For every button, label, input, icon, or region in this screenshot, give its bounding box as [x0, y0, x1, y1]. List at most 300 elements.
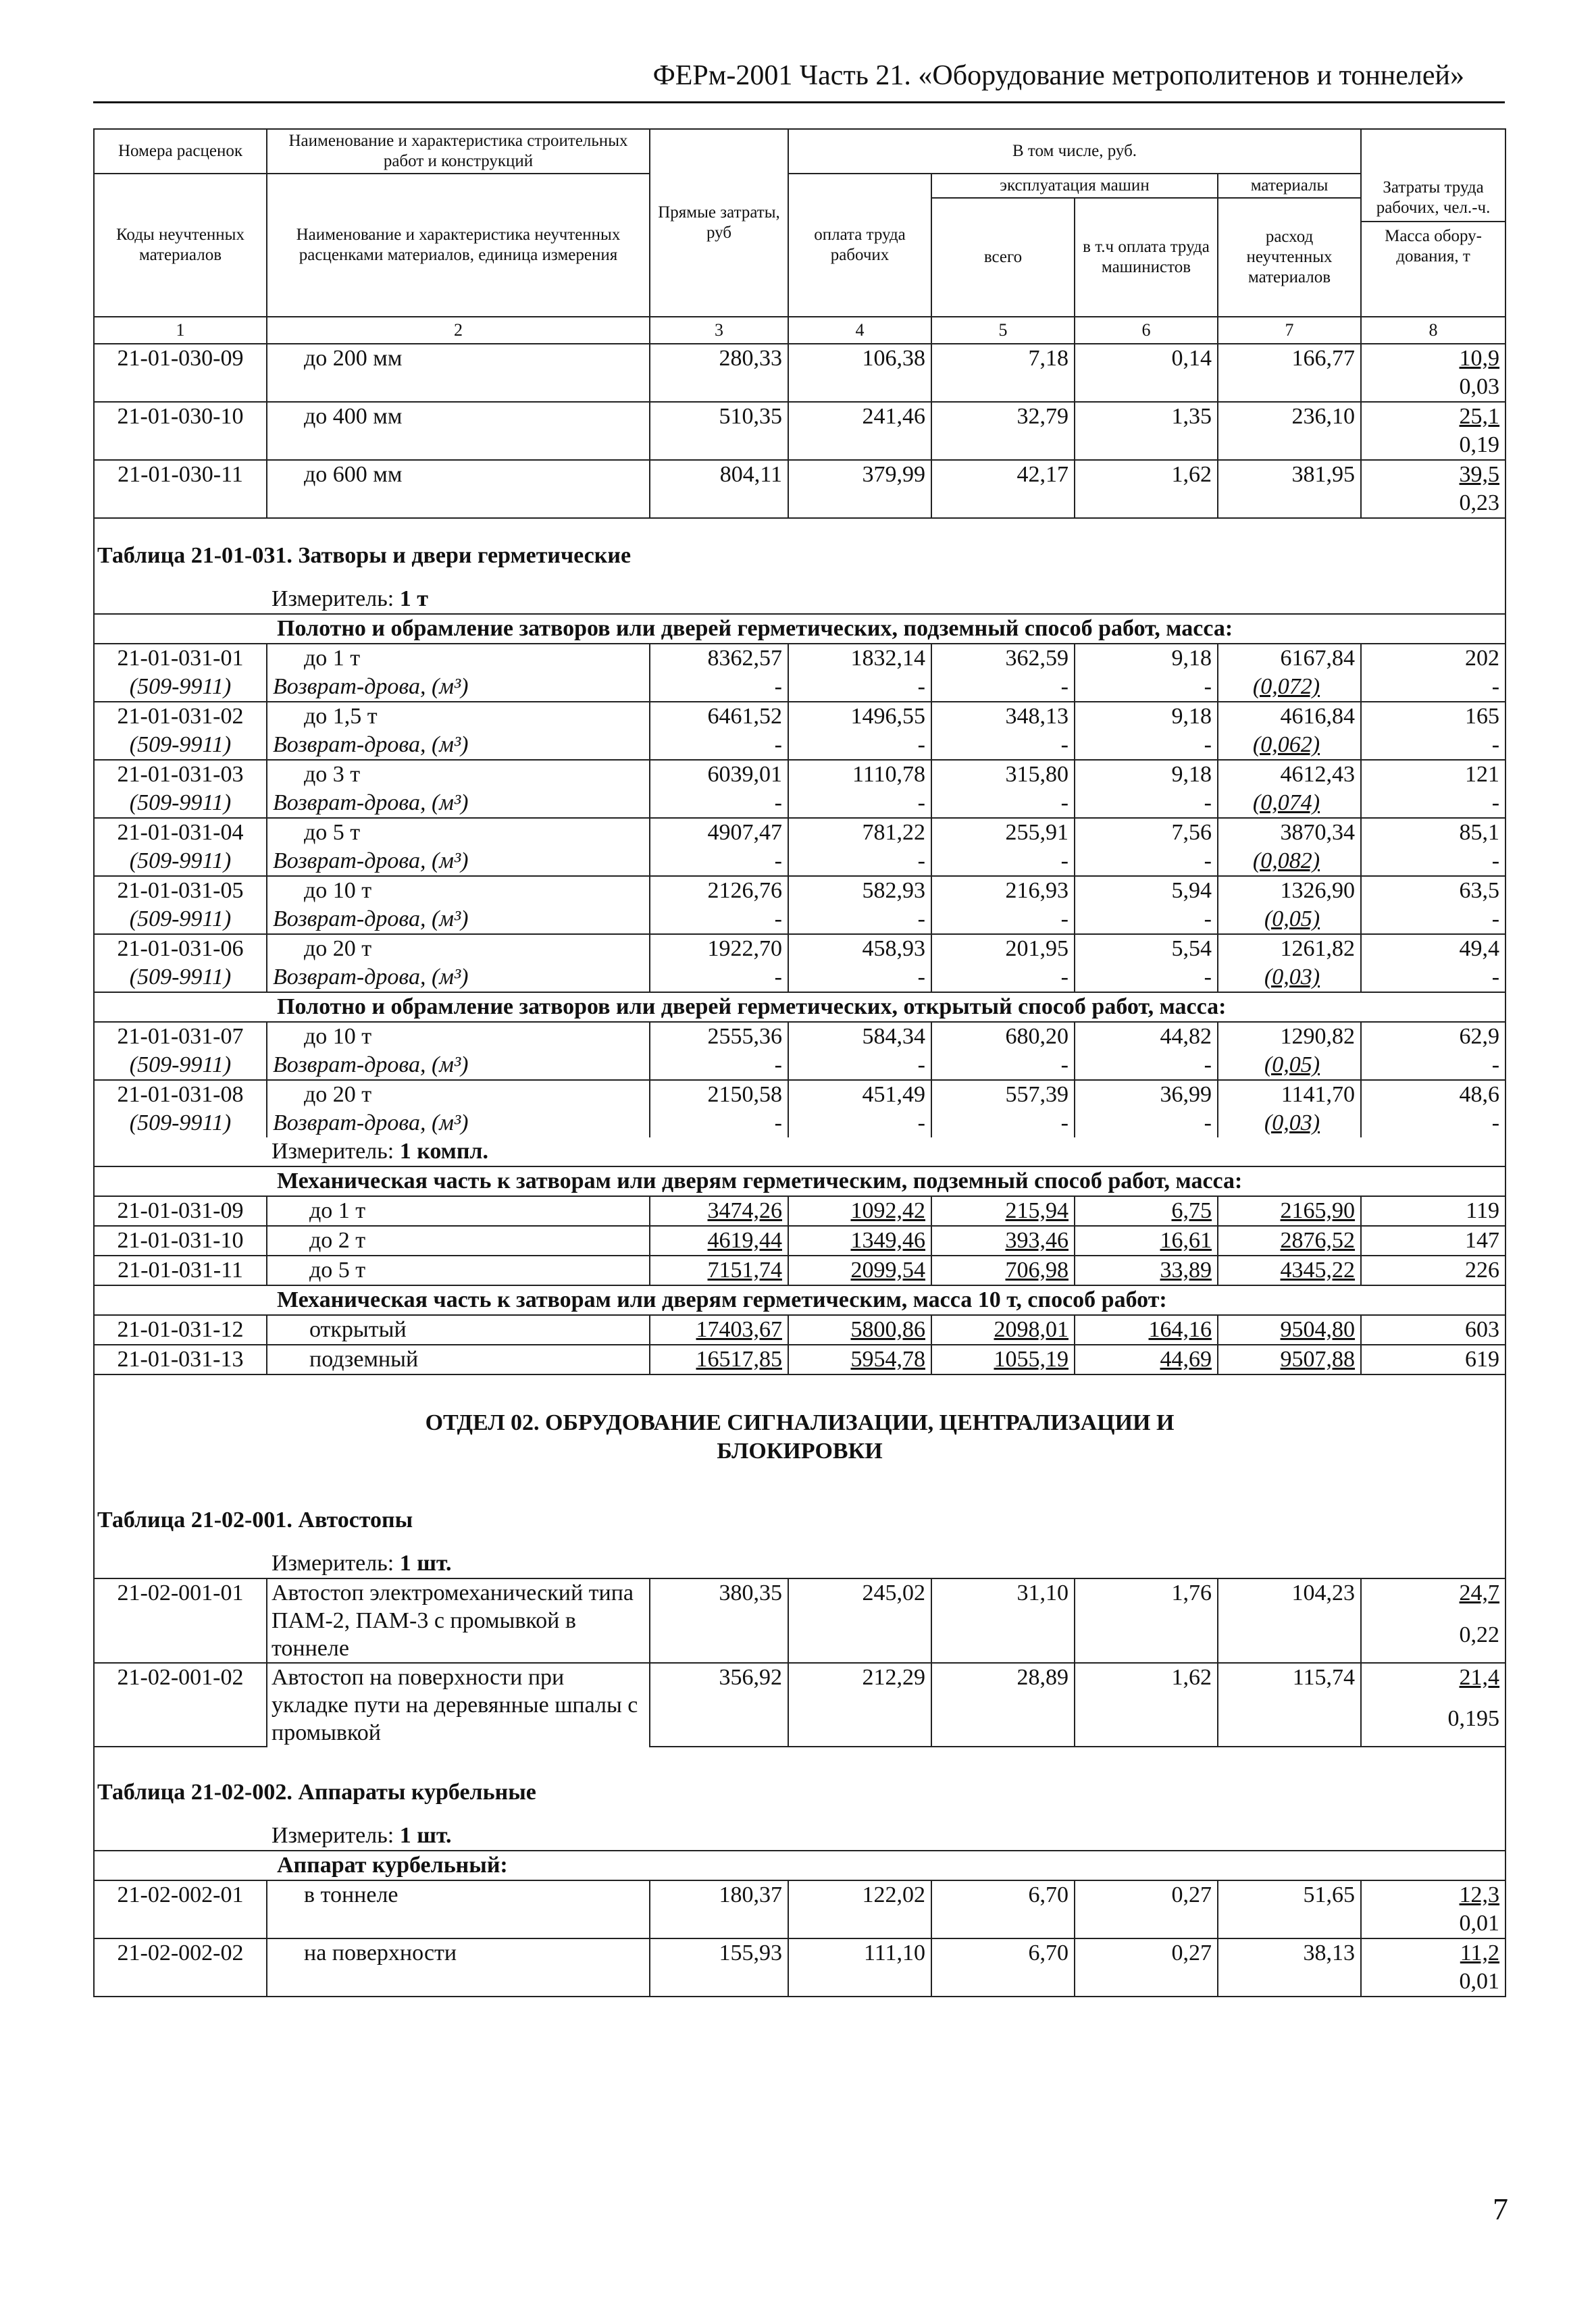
wage: 582,93: [788, 876, 931, 905]
col-operator-wage: в т.ч оплата труда машинистов: [1075, 198, 1218, 317]
table-title: Таблица 21-01-031. Затворы и двери герметические: [94, 542, 1505, 585]
material-row: [94, 731, 1505, 760]
dash: -: [650, 1051, 788, 1080]
operator-wage: 44,69: [1075, 1345, 1218, 1374]
material-code: (509-9911): [94, 673, 267, 702]
labor-cost: 147: [1361, 1226, 1505, 1256]
rate-name: до 10 т: [267, 876, 650, 905]
rate-code: 21-01-031-05: [94, 876, 267, 905]
col-including: В том числе, руб.: [788, 129, 1361, 174]
col-unaccounted-materials: расход неучтенных материалов: [1218, 198, 1361, 317]
empty-cell: [267, 1968, 650, 1997]
rate-row: [94, 1938, 1505, 1968]
equipment-mass: 0,23: [1361, 489, 1505, 518]
machines-total: 255,91: [931, 818, 1075, 847]
material-code: (509-9911): [94, 731, 267, 760]
machines-total: 362,59: [931, 644, 1075, 673]
empty-cell: [1075, 1705, 1218, 1746]
rate-code: 21-01-031-03: [94, 760, 267, 789]
materials-cost: 1261,82: [1218, 934, 1361, 963]
wage: 5954,78: [788, 1345, 931, 1374]
department-heading-row: [94, 1409, 1505, 1466]
col-labor-mass: [1361, 129, 1505, 317]
empty-cell: [650, 1705, 788, 1746]
table-title: Таблица 21-02-001. Автостопы: [94, 1506, 1505, 1549]
materials-cost: 51,65: [1218, 1880, 1361, 1909]
empty-cell: [94, 1968, 267, 1997]
machines-total: 7,18: [931, 344, 1075, 373]
empty-cell: [267, 431, 650, 460]
material-quantity: (0,062): [1218, 731, 1361, 760]
department-heading-line: БЛОКИРОВКИ: [717, 1439, 883, 1464]
wage: 245,02: [788, 1578, 931, 1621]
material-code: (509-9911): [94, 963, 267, 992]
rate-name: Автостоп электромеханический типа ПАМ-2, ПАМ-3 с промывкой в тоннеле: [267, 1578, 650, 1663]
col-machines: эксплуатация машин: [931, 174, 1218, 198]
labor-cost: 202: [1361, 644, 1505, 673]
rate-row: [94, 1256, 1505, 1285]
subheader-row: [94, 1166, 1505, 1196]
machines-total: 216,93: [931, 876, 1075, 905]
material-quantity: (0,03): [1218, 963, 1361, 992]
labor-cost: 48,6: [1361, 1080, 1505, 1109]
column-number: 3: [650, 317, 788, 344]
spacer: [94, 1374, 1505, 1409]
empty-cell: [1075, 431, 1218, 460]
rate-code: 21-01-031-02: [94, 702, 267, 731]
materials-cost: 1326,90: [1218, 876, 1361, 905]
measure: [94, 585, 1505, 614]
col-machines-total: всего: [931, 198, 1075, 317]
labor-cost: 10,9: [1361, 344, 1505, 373]
equipment-mass: 0,01: [1361, 1968, 1505, 1997]
rate-row: [94, 1578, 1505, 1621]
machines-total: 42,17: [931, 460, 1075, 489]
material-name: Возврат-дрова, (м³): [267, 905, 650, 934]
empty-cell: [1218, 431, 1361, 460]
labor-cost: 85,1: [1361, 818, 1505, 847]
rate-name: до 10 т: [267, 1022, 650, 1051]
materials-cost: 9507,88: [1218, 1345, 1361, 1374]
materials-cost: 4616,84: [1218, 702, 1361, 731]
material-row: [94, 673, 1505, 702]
empty-cell: [1075, 489, 1218, 518]
direct-cost: 17403,67: [650, 1315, 788, 1345]
dash: -: [1361, 905, 1505, 934]
dash: -: [650, 1109, 788, 1137]
table-header: [94, 129, 1505, 344]
col-rate-number: Номера расценок: [94, 129, 267, 174]
rate-code: 21-01-031-09: [94, 1196, 267, 1226]
measure-unit: 1 шт.: [399, 1823, 452, 1848]
col-mass: Масса обору-дования, т: [1385, 227, 1482, 265]
empty-cell: [650, 431, 788, 460]
material-code: (509-9911): [94, 847, 267, 876]
machines-total: 32,79: [931, 402, 1075, 431]
rate-row: [94, 1880, 1505, 1909]
empty-cell: [1218, 1968, 1361, 1997]
empty-cell: [1075, 1909, 1218, 1938]
measure-label: Измеритель:: [272, 1551, 400, 1576]
direct-cost: 6461,52: [650, 702, 788, 731]
material-code: (509-9911): [94, 789, 267, 818]
materials-cost: 4612,43: [1218, 760, 1361, 789]
column-number: 4: [788, 317, 931, 344]
rate-row-mass: [94, 431, 1505, 460]
rate-code: 21-01-030-10: [94, 402, 267, 431]
rate-row: [94, 876, 1505, 905]
empty-cell: [931, 431, 1075, 460]
materials-cost: 166,77: [1218, 344, 1361, 373]
rate-name: до 20 т: [267, 1080, 650, 1109]
rate-row: [94, 818, 1505, 847]
material-code: (509-9911): [94, 905, 267, 934]
dash: -: [1361, 847, 1505, 876]
col-material-code: Коды неучтенных материалов: [94, 174, 267, 317]
spacer: [94, 1466, 1505, 1506]
spacer-row: [94, 518, 1505, 542]
empty-cell: [931, 1909, 1075, 1938]
operator-wage: 9,18: [1075, 760, 1218, 789]
labor-cost: 63,5: [1361, 876, 1505, 905]
subheader-row: [94, 992, 1505, 1022]
dash: -: [931, 847, 1075, 876]
subheader-row: [94, 1285, 1505, 1315]
rate-code: 21-02-001-02: [94, 1663, 267, 1705]
col-direct-costs: Прямые затраты, руб: [650, 129, 788, 317]
dash: -: [1075, 1109, 1218, 1137]
material-name: Возврат-дрова, (м³): [267, 1109, 650, 1137]
operator-wage: 0,14: [1075, 344, 1218, 373]
dash: -: [650, 963, 788, 992]
rate-name: до 1 т: [267, 1196, 650, 1226]
machines-total: 215,94: [931, 1196, 1075, 1226]
rate-name: до 3 т: [267, 760, 650, 789]
labor-cost: 49,4: [1361, 934, 1505, 963]
spacer-row: [94, 1747, 1505, 1778]
materials-cost: 9504,80: [1218, 1315, 1361, 1345]
dash: -: [788, 1109, 931, 1137]
operator-wage: 9,18: [1075, 644, 1218, 673]
rate-row: [94, 402, 1505, 431]
labor-cost: 121: [1361, 760, 1505, 789]
rate-row: [94, 760, 1505, 789]
direct-cost: 380,35: [650, 1578, 788, 1621]
rate-row: [94, 1315, 1505, 1345]
empty-cell: [94, 1621, 267, 1662]
materials-cost: 6167,84: [1218, 644, 1361, 673]
rate-code: 21-01-031-01: [94, 644, 267, 673]
rate-row: [94, 702, 1505, 731]
empty-cell: [94, 1705, 267, 1746]
empty-cell: [788, 1621, 931, 1662]
rate-name: до 5 т: [267, 1256, 650, 1285]
empty-cell: [1218, 489, 1361, 518]
labor-cost: 39,5: [1361, 460, 1505, 489]
column-number: 5: [931, 317, 1075, 344]
empty-cell: [931, 1621, 1075, 1662]
wage: 781,22: [788, 818, 931, 847]
materials-cost: 38,13: [1218, 1938, 1361, 1968]
direct-cost: 4907,47: [650, 818, 788, 847]
machines-total: 348,13: [931, 702, 1075, 731]
operator-wage: 5,54: [1075, 934, 1218, 963]
machines-total: 6,70: [931, 1938, 1075, 1968]
dash: -: [650, 847, 788, 876]
rate-row: [94, 1226, 1505, 1256]
dash: -: [788, 963, 931, 992]
material-code: (509-9911): [94, 1051, 267, 1080]
rate-code: 21-01-031-07: [94, 1022, 267, 1051]
empty-cell: [788, 1909, 931, 1938]
direct-cost: 6039,01: [650, 760, 788, 789]
labor-cost: 119: [1361, 1196, 1505, 1226]
machines-total: 1055,19: [931, 1345, 1075, 1374]
spacer-row: [94, 1374, 1505, 1409]
empty-cell: [1218, 1909, 1361, 1938]
materials-cost: 2165,90: [1218, 1196, 1361, 1226]
machines-total: 393,46: [931, 1226, 1075, 1256]
material-name: Возврат-дрова, (м³): [267, 731, 650, 760]
dash: -: [650, 905, 788, 934]
dash: -: [788, 847, 931, 876]
empty-cell: [788, 1705, 931, 1746]
materials-cost: 115,74: [1218, 1663, 1361, 1705]
machines-total: 680,20: [931, 1022, 1075, 1051]
empty-cell: [788, 1968, 931, 1997]
labor-cost: 619: [1361, 1345, 1505, 1374]
rate-code: 21-02-002-01: [94, 1880, 267, 1909]
operator-wage: 1,62: [1075, 460, 1218, 489]
material-row: [94, 1109, 1505, 1137]
materials-cost: 104,23: [1218, 1578, 1361, 1621]
wage: 111,10: [788, 1938, 931, 1968]
empty-cell: [931, 1968, 1075, 1997]
material-row: [94, 963, 1505, 992]
empty-cell: [267, 489, 650, 518]
rate-code: 21-01-031-13: [94, 1345, 267, 1374]
rate-row-mass: [94, 1909, 1505, 1938]
material-quantity: (0,05): [1218, 905, 1361, 934]
materials-cost: 3870,34: [1218, 818, 1361, 847]
rate-code: 21-01-031-10: [94, 1226, 267, 1256]
direct-cost: 180,37: [650, 1880, 788, 1909]
equipment-mass: 0,03: [1361, 373, 1505, 402]
material-row: [94, 789, 1505, 818]
machines-total: 706,98: [931, 1256, 1075, 1285]
direct-cost: 510,35: [650, 402, 788, 431]
empty-cell: [1218, 1621, 1361, 1662]
wage: 379,99: [788, 460, 931, 489]
table-title-row: [94, 542, 1505, 585]
measure-label: Измеритель:: [272, 1139, 400, 1164]
rate-name: до 1 т: [267, 644, 650, 673]
column-number: 6: [1075, 317, 1218, 344]
operator-wage: 164,16: [1075, 1315, 1218, 1345]
material-name: Возврат-дрова, (м³): [267, 1051, 650, 1080]
rate-row-mass: [94, 489, 1505, 518]
empty-cell: [788, 373, 931, 402]
material-code: (509-9911): [94, 1109, 267, 1137]
wage: 2099,54: [788, 1256, 931, 1285]
direct-cost: 8362,57: [650, 644, 788, 673]
subheader-row: [94, 1851, 1505, 1880]
column-number: 1: [94, 317, 267, 344]
rate-row: [94, 1345, 1505, 1374]
materials-cost: 1290,82: [1218, 1022, 1361, 1051]
wage: 1110,78: [788, 760, 931, 789]
dash: -: [931, 789, 1075, 818]
labor-cost: 165: [1361, 702, 1505, 731]
dash: -: [931, 673, 1075, 702]
equipment-mass: 0,22: [1361, 1621, 1505, 1662]
wage: 106,38: [788, 344, 931, 373]
measure-unit: 1 компл.: [399, 1139, 489, 1164]
direct-cost: 16517,85: [650, 1345, 788, 1374]
dash: -: [788, 731, 931, 760]
operator-wage: 16,61: [1075, 1226, 1218, 1256]
rate-code: 21-01-031-12: [94, 1315, 267, 1345]
empty-cell: [1218, 1705, 1361, 1746]
operator-wage: 9,18: [1075, 702, 1218, 731]
subheader: Механическая часть к затворам или дверям герметическим, масса 10 т, способ работ:: [94, 1285, 1505, 1315]
subheader: Аппарат курбельный:: [94, 1851, 1505, 1880]
dash: -: [650, 673, 788, 702]
material-name: Возврат-дрова, (м³): [267, 789, 650, 818]
equipment-mass: 0,19: [1361, 431, 1505, 460]
direct-cost: 2150,58: [650, 1080, 788, 1109]
direct-cost: 155,93: [650, 1938, 788, 1968]
rate-row: [94, 934, 1505, 963]
dash: -: [650, 731, 788, 760]
labor-cost: 21,4: [1361, 1663, 1505, 1705]
material-name: Возврат-дрова, (м³): [267, 847, 650, 876]
labor-cost: 11,2: [1361, 1938, 1505, 1968]
dash: -: [1075, 731, 1218, 760]
material-quantity: (0,072): [1218, 673, 1361, 702]
rate-row: [94, 344, 1505, 373]
empty-cell: [267, 373, 650, 402]
subheader: Механическая часть к затворам или дверям герметическим, подземный способ работ, масса:: [94, 1166, 1505, 1196]
empty-cell: [650, 1621, 788, 1662]
table-title-row: [94, 1506, 1505, 1549]
operator-wage: 7,56: [1075, 818, 1218, 847]
rate-name: до 1,5 т: [267, 702, 650, 731]
rate-name: Автостоп на поверхности при укладке пути на деревянные шпалы с промывкой: [267, 1663, 650, 1747]
rate-code: 21-01-031-08: [94, 1080, 267, 1109]
dash: -: [931, 731, 1075, 760]
operator-wage: 1,76: [1075, 1578, 1218, 1621]
empty-cell: [94, 1909, 267, 1938]
materials-cost: 1141,70: [1218, 1080, 1361, 1109]
rate-name: на поверхности: [267, 1938, 650, 1968]
material-name: Возврат-дрова, (м³): [267, 963, 650, 992]
dash: -: [788, 673, 931, 702]
department-heading-line: ОТДЕЛ 02. ОБРУДОВАНИЕ СИГНАЛИЗАЦИИ, ЦЕНТРАЛИЗАЦИИ И: [425, 1410, 1175, 1435]
rate-row: [94, 460, 1505, 489]
machines-total: 6,70: [931, 1880, 1075, 1909]
rate-code: 21-01-031-04: [94, 818, 267, 847]
spacer: [94, 518, 1505, 542]
wage: 122,02: [788, 1880, 931, 1909]
wage: 212,29: [788, 1663, 931, 1705]
wage: 1349,46: [788, 1226, 931, 1256]
page-number: 7: [1493, 2192, 1508, 2226]
col-material-name: Наименование и характеристика неучтенных расценками материалов, единица измерения: [267, 174, 650, 317]
rate-name: открытый: [267, 1315, 650, 1345]
operator-wage: 6,75: [1075, 1196, 1218, 1226]
wage: 451,49: [788, 1080, 931, 1109]
operator-wage: 5,94: [1075, 876, 1218, 905]
rate-code: 21-01-031-11: [94, 1256, 267, 1285]
labor-cost: 25,1: [1361, 402, 1505, 431]
table-body: [94, 344, 1505, 1997]
dash: -: [1361, 673, 1505, 702]
dash: -: [1361, 1109, 1505, 1137]
wage: 458,93: [788, 934, 931, 963]
measure-row: [94, 1822, 1505, 1851]
operator-wage: 44,82: [1075, 1022, 1218, 1051]
material-quantity: (0,05): [1218, 1051, 1361, 1080]
empty-cell: [650, 1968, 788, 1997]
rate-row: [94, 1663, 1505, 1705]
rate-name: подземный: [267, 1345, 650, 1374]
rate-name: до 5 т: [267, 818, 650, 847]
direct-cost: 804,11: [650, 460, 788, 489]
dash: -: [1075, 789, 1218, 818]
measure: [94, 1549, 1505, 1578]
table-title: Таблица 21-02-002. Аппараты курбельные: [94, 1778, 1505, 1822]
empty-cell: [267, 1909, 650, 1938]
labor-cost: 12,3: [1361, 1880, 1505, 1909]
wage: 5800,86: [788, 1315, 931, 1345]
material-row: [94, 847, 1505, 876]
column-number: 8: [1361, 317, 1505, 344]
rate-code: 21-02-001-01: [94, 1578, 267, 1621]
price-table-grid: [93, 128, 1506, 1997]
dash: -: [1361, 731, 1505, 760]
labor-cost: 24,7: [1361, 1578, 1505, 1621]
labor-cost: 603: [1361, 1315, 1505, 1345]
dash: -: [931, 963, 1075, 992]
subheader-row: [94, 614, 1505, 644]
direct-cost: 1922,70: [650, 934, 788, 963]
material-quantity: (0,03): [1218, 1109, 1361, 1137]
machines-total: 2098,01: [931, 1315, 1075, 1345]
wage: 1092,42: [788, 1196, 931, 1226]
dash: -: [1075, 673, 1218, 702]
dash: -: [788, 905, 931, 934]
operator-wage: 33,89: [1075, 1256, 1218, 1285]
direct-cost: 280,33: [650, 344, 788, 373]
price-table: [93, 128, 1505, 2110]
machines-total: 28,89: [931, 1663, 1075, 1705]
col-labor: Затраты труда рабочих, чел.-ч.: [1362, 175, 1505, 222]
direct-cost: 7151,74: [650, 1256, 788, 1285]
rate-row: [94, 1196, 1505, 1226]
measure-row: [94, 1549, 1505, 1578]
materials-cost: 2876,52: [1218, 1226, 1361, 1256]
dash: -: [1075, 1051, 1218, 1080]
rate-row: [94, 1080, 1505, 1109]
dash: -: [1075, 847, 1218, 876]
empty-cell: [650, 1909, 788, 1938]
materials-cost: 236,10: [1218, 402, 1361, 431]
materials-cost: 381,95: [1218, 460, 1361, 489]
material-row: [94, 1051, 1505, 1080]
dash: -: [931, 905, 1075, 934]
empty-cell: [788, 489, 931, 518]
